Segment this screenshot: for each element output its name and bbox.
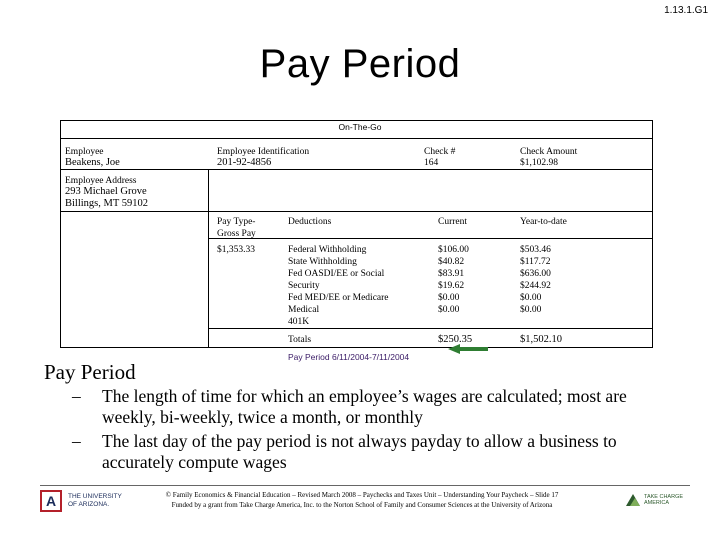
bullet-marker: – [72, 431, 81, 451]
deduction-item: 401K [288, 317, 310, 327]
bullet-item [72, 386, 672, 428]
paystub [60, 120, 653, 348]
stub-rule-addressbottom [60, 211, 653, 212]
deductions-label: Deductions [288, 217, 332, 227]
bullet-text: The length of time for which an employee’s wages are calculated; most are weekly, bi-weekly, twice a month, or monthly [102, 386, 627, 427]
stub-border-top [60, 120, 653, 121]
bullet-list [72, 386, 672, 476]
check-no-label: Check # [424, 147, 456, 157]
stub-rule-info [60, 169, 653, 170]
stub-border-left [60, 120, 61, 348]
current-list [438, 244, 469, 316]
university-logo-line1: THE UNIVERSITY [68, 493, 122, 500]
employee-value: Beakens, Joe [65, 157, 120, 168]
slide-code: 1.13.1.G1 [664, 5, 708, 16]
pay-type-label [217, 216, 256, 240]
current-item: $19.62 [438, 281, 465, 291]
totals-ytd: $1,502.10 [520, 334, 562, 345]
emp-id-value: 201-92-4856 [217, 157, 272, 168]
university-logo-text [68, 493, 122, 509]
page-title: Pay Period [259, 42, 461, 86]
university-logo-line2: OF ARIZONA. [68, 501, 110, 508]
current-item: $106.00 [438, 245, 469, 255]
pay-type-label-line1: Pay Type- [217, 217, 256, 227]
take-charge-logo-text: TAKE CHARGE AMERICA [644, 494, 684, 506]
take-charge-mark-icon [626, 492, 640, 506]
bullet-text: The last day of the pay period is not always payday to allow a business to accurately compute wages [102, 431, 617, 472]
current-item: $40.82 [438, 257, 465, 267]
deduction-item: Federal Withholding [288, 245, 367, 255]
bullet-item [72, 431, 672, 473]
ytd-item: $244.92 [520, 281, 551, 291]
ytd-list [520, 244, 551, 316]
pay-type-label-line2: Gross Pay [217, 229, 256, 239]
ytd-item: $0.00 [520, 305, 542, 315]
totals-current: $250.35 [438, 334, 473, 345]
left-arrow-icon [448, 344, 488, 354]
stub-rule-address [208, 169, 209, 348]
deduction-item: Medical [288, 305, 320, 315]
current-item: $0.00 [438, 305, 460, 315]
stub-rule-colheads [208, 238, 653, 239]
check-no-value: 164 [424, 158, 439, 168]
stub-border-bottom [60, 347, 653, 348]
stub-border-right [652, 120, 653, 348]
stub-rule-totals [208, 328, 653, 329]
university-logo [40, 490, 128, 514]
employee-label: Employee [65, 147, 104, 157]
ytd-label: Year-to-date [520, 217, 567, 227]
ytd-item: $117.72 [520, 257, 551, 267]
check-amount-value: $1,102.98 [520, 158, 558, 168]
emp-id-label: Employee Identification [217, 147, 310, 157]
company-name: On-The-Go [338, 122, 382, 132]
deduction-item: Fed OASDI/EE or Social [288, 269, 385, 279]
deduction-item: State Withholding [288, 257, 357, 267]
deduction-item: Fed MED/EE or Medicare [288, 293, 389, 303]
term-heading: Pay Period [44, 360, 136, 384]
university-a-icon: A [40, 490, 62, 512]
address-line1: 293 Michael Grove [65, 186, 147, 197]
address-line2: Billings, MT 59102 [65, 198, 148, 209]
footer-line2: Funded by a grant from Take Charge America, Inc. to the Norton School of Family and Consumer Sciences at the University of Arizona [171, 501, 553, 509]
take-charge-logo [626, 490, 698, 510]
deduction-item: Security [288, 281, 320, 291]
current-item: $83.91 [438, 269, 465, 279]
footer-divider [40, 485, 690, 486]
current-label: Current [438, 217, 468, 227]
check-amount-label: Check Amount [520, 147, 578, 157]
ytd-item: $636.00 [520, 269, 551, 279]
address-label: Employee Address [65, 176, 137, 186]
stub-rule-header [60, 138, 653, 139]
gross-pay-value: $1,353.33 [217, 245, 255, 255]
ytd-item: $0.00 [520, 293, 542, 303]
deductions-list [288, 244, 389, 328]
bullet-marker: – [72, 386, 81, 406]
footer-credits [132, 490, 592, 510]
pay-period-dates: Pay Period 6/11/2004-7/11/2004 [288, 352, 410, 362]
current-item: $0.00 [438, 293, 460, 303]
totals-label: Totals [288, 335, 312, 345]
footer-line1: © Family Economics & Financial Education – Revised March 2008 – Paychecks and Taxes Unit – Understanding Your Paycheck – Slide 17 [165, 491, 559, 499]
ytd-item: $503.46 [520, 245, 551, 255]
